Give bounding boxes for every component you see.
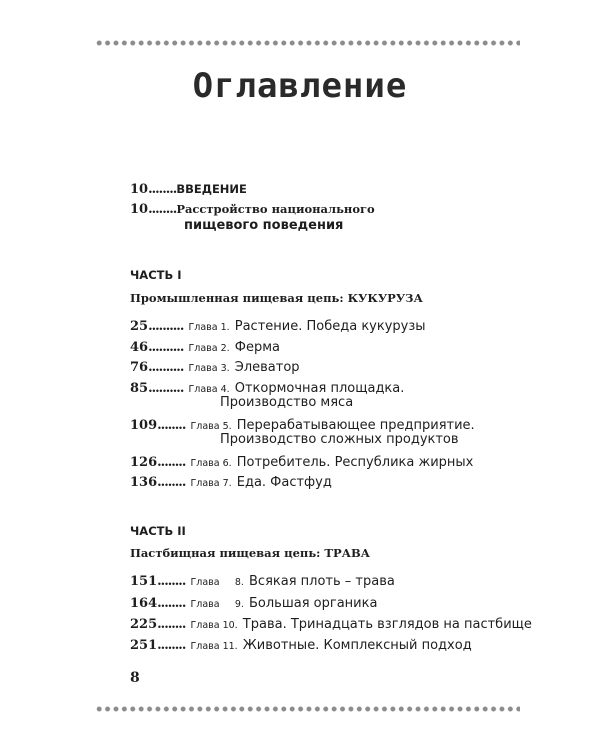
toc-entry-chapter-5[interactable] <box>130 414 475 433</box>
chapter-title: Животные. Комплексный подход <box>242 638 472 653</box>
dot-leader: ........ <box>148 182 177 197</box>
toc-entry-chapter-4[interactable] <box>130 377 404 396</box>
chapter-label: Глава 7. <box>190 478 232 489</box>
part-2-heading: ЧАСТЬ II <box>130 524 186 538</box>
chapter-label: Глава 10. <box>190 620 238 631</box>
decorative-dot-border-top <box>95 40 520 46</box>
page-number: 109 <box>130 418 158 433</box>
chapter-title: Всякая плоть – трава <box>249 574 395 589</box>
chapter-title: Откормочная площадка. <box>234 381 405 396</box>
dot-leader: .......... <box>148 381 184 396</box>
chapter-title: Потребитель. Республика жирных <box>236 455 474 470</box>
chapter-label: Глава 11. <box>190 641 238 652</box>
page-number: 225 <box>130 617 158 632</box>
toc-entry-chapter-2[interactable] <box>130 336 280 355</box>
dot-leader: ........ <box>157 596 186 611</box>
part-1-subtitle: Промышленная пищевая цепь: КУКУРУЗА <box>130 291 423 305</box>
toc-entry-chapter-10[interactable] <box>130 613 532 632</box>
page-number: 76 <box>130 360 149 375</box>
page-number: 164 <box>130 596 158 611</box>
chapter-title: Большая органика <box>249 596 378 611</box>
toc-entry-chapter-6[interactable] <box>130 451 473 470</box>
chapter-title: Трава. Тринадцать взглядов на пастбище <box>242 617 532 632</box>
entry-title: Расстройство национального <box>176 202 375 216</box>
chapter-label: Глава 3. <box>188 363 230 374</box>
page-folio-number: 8 <box>130 670 140 686</box>
dot-leader: ........ <box>157 455 186 470</box>
page-number: 46 <box>130 340 149 355</box>
toc-entry-chapter-11[interactable] <box>130 634 472 653</box>
toc-entry-chapter-9[interactable] <box>130 592 377 611</box>
part-1-heading: ЧАСТЬ I <box>130 268 182 282</box>
dot-leader: .......... <box>148 360 184 375</box>
chapter-number: 8. <box>234 577 244 588</box>
chapter-label: Глава 1. <box>188 322 230 333</box>
chapter-number: 9. <box>234 599 244 610</box>
toc-entry-chapter-3[interactable] <box>130 356 300 375</box>
chapter-label: Глава 2. <box>188 343 230 354</box>
page-number: 136 <box>130 475 158 490</box>
dot-leader: ........ <box>157 418 186 433</box>
page-title: Оглавление <box>192 66 408 106</box>
chapter-title-continuation: Производство сложных продуктов <box>220 432 459 447</box>
page-number: 126 <box>130 455 158 470</box>
toc-entry-national-eating-disorder[interactable] <box>130 198 375 217</box>
toc-entry-chapter-7[interactable] <box>130 471 332 490</box>
dot-leader: ........ <box>157 574 186 589</box>
toc-entry-chapter-1[interactable] <box>130 315 426 334</box>
dot-leader: ........ <box>148 202 177 217</box>
dot-leader: ........ <box>157 638 186 653</box>
chapter-label: Глава 5. <box>190 421 232 432</box>
chapter-title: Растение. Победа кукурузы <box>234 319 426 334</box>
page-number: 10 <box>130 182 149 197</box>
chapter-label: Глава <box>190 577 220 588</box>
chapter-title-continuation: Производство мяса <box>220 395 354 410</box>
dot-leader: ........ <box>157 475 186 490</box>
decorative-dot-border-bottom <box>95 706 520 712</box>
page-number: 25 <box>130 319 149 334</box>
toc-entry-chapter-8[interactable] <box>130 570 395 589</box>
page-number: 151 <box>130 574 158 589</box>
chapter-title: Ферма <box>234 340 280 355</box>
chapter-title: Перерабатывающее предприятие. <box>236 418 475 433</box>
dot-leader: .......... <box>148 319 184 334</box>
page-number: 10 <box>130 202 149 217</box>
dot-leader: ........ <box>157 617 186 632</box>
chapter-label: Глава <box>190 599 220 610</box>
dot-leader: .......... <box>148 340 184 355</box>
chapter-title: Элеватор <box>234 360 300 375</box>
page-number: 251 <box>130 638 158 653</box>
chapter-label: Глава 4. <box>188 384 230 395</box>
chapter-label: Глава 6. <box>190 458 232 469</box>
entry-title-continuation: пищевого поведения <box>184 218 344 233</box>
toc-entry-introduction[interactable] <box>130 178 247 197</box>
chapter-title: Еда. Фастфуд <box>236 475 332 490</box>
part-2-subtitle: Пастбищная пищевая цепь: ТРАВА <box>130 546 371 560</box>
entry-title: ВВЕДЕНИЕ <box>176 182 247 196</box>
page-number: 85 <box>130 381 149 396</box>
